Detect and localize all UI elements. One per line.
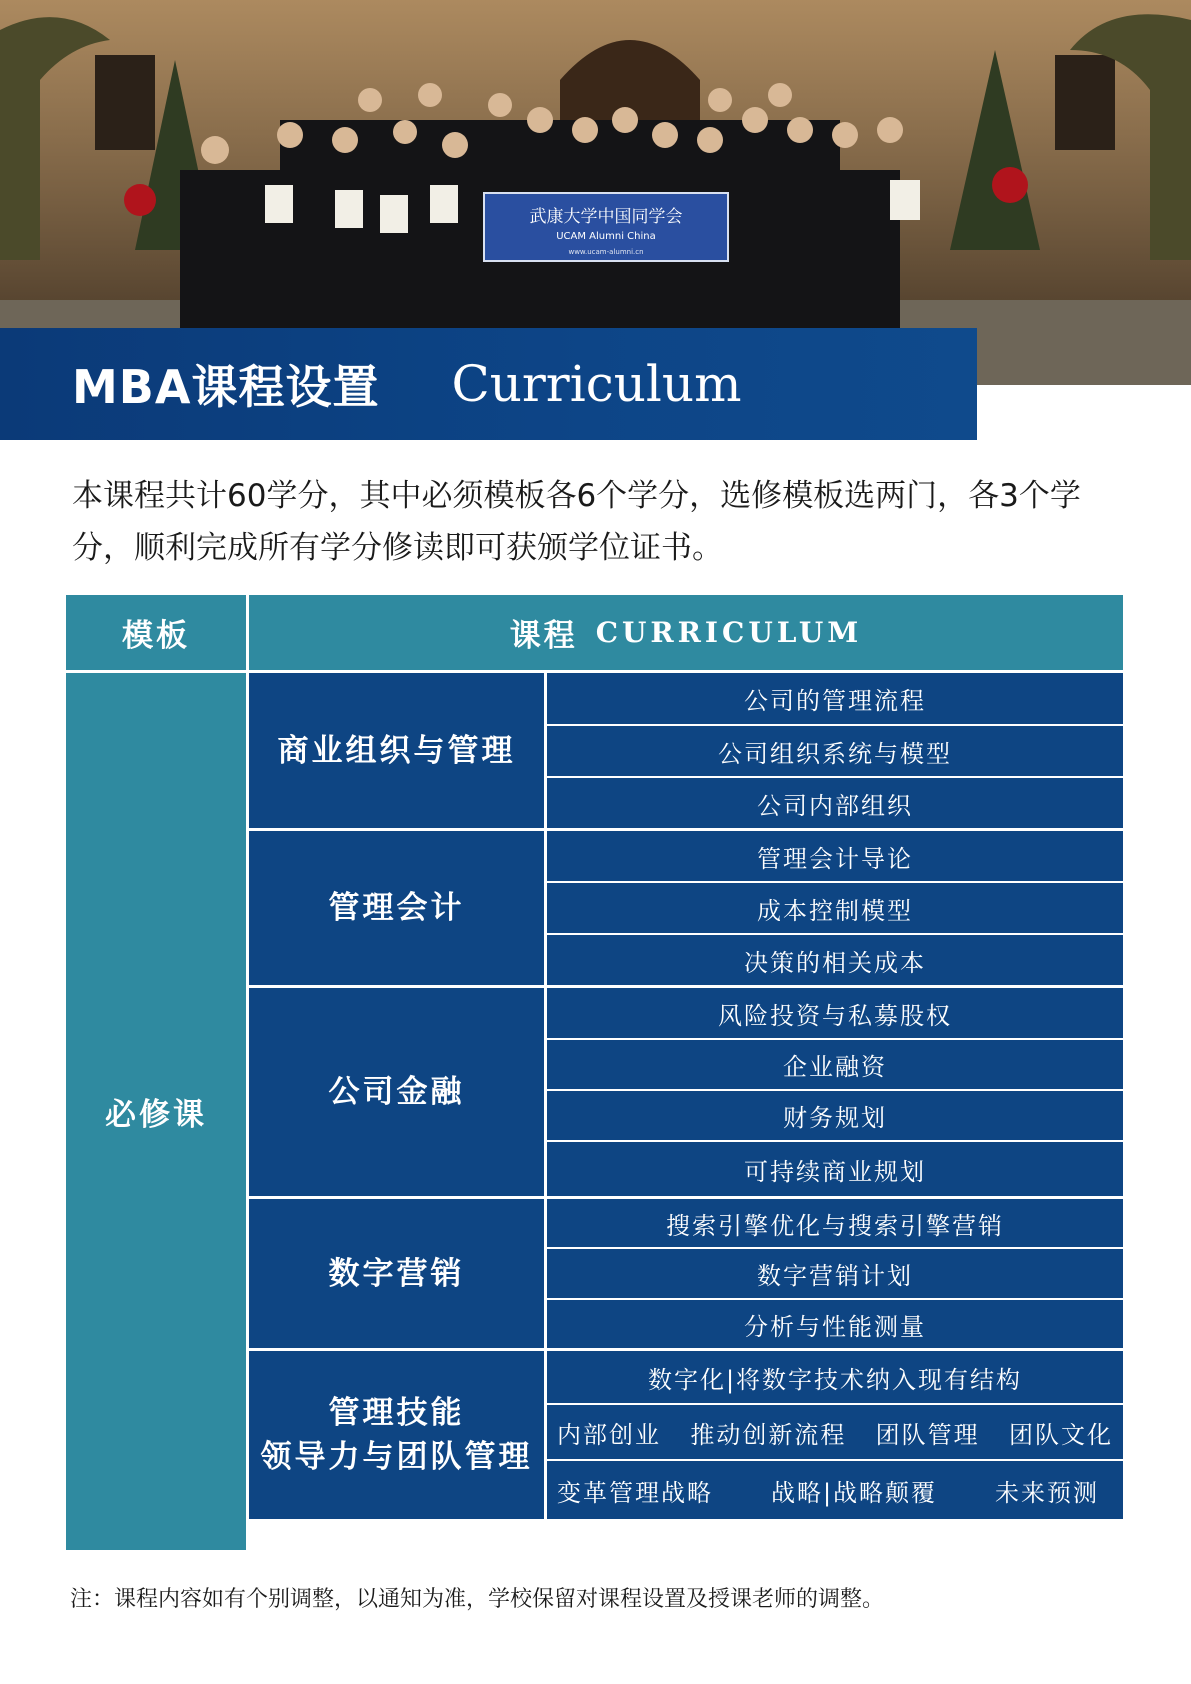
header-course-cn: 课程 (509, 618, 578, 654)
course-item: 团队文化 (1008, 1420, 1113, 1449)
course-item: 管理会计导论 (547, 831, 1123, 881)
page-title: MBA课程设置 (72, 360, 380, 414)
course-item: 风险投资与私募股权 (547, 988, 1123, 1038)
course-item: 推动创新流程 (690, 1420, 847, 1449)
course-item: 企业融资 (547, 1040, 1123, 1089)
header-course (249, 595, 1123, 670)
module-name-line: 领导力与团队管理 (260, 1439, 533, 1475)
header-course-en: CURRICULUM (595, 616, 863, 649)
course-item: 可持续商业规划 (547, 1142, 1123, 1196)
course-item: 战略|战略颠覆 (770, 1478, 938, 1507)
course-item: 数字化|将数字技术纳入现有结构 (547, 1351, 1123, 1403)
title-bar (0, 328, 977, 440)
course-item: 搜索引擎优化与搜索引擎营销 (547, 1199, 1123, 1247)
category-required: 必修课 (66, 673, 246, 1550)
module-name-line: 管理会计 (328, 890, 465, 926)
module-name (249, 988, 544, 1196)
alumni-banner (483, 192, 729, 262)
footnote: 注：课程内容如有个别调整，以通知为准，学校保留对课程设置及授课老师的调整。 (70, 1587, 885, 1612)
module-name-line: 商业组织与管理 (277, 732, 516, 769)
module-name (249, 673, 544, 828)
module-name (249, 831, 544, 985)
course-item: 内部创业 (557, 1420, 661, 1449)
page-title-english: Curriculum (451, 355, 742, 413)
course-item: 财务规划 (547, 1091, 1123, 1140)
module-name (249, 1351, 544, 1519)
course-item: 成本控制模型 (547, 883, 1123, 933)
course-row (547, 1405, 1123, 1459)
course-item: 公司的管理流程 (547, 673, 1123, 724)
banner-subtitle: UCAM Alumni China (556, 231, 656, 242)
banner-title: 武康大学中国同学会 (529, 207, 683, 227)
course-item: 数字营销计划 (547, 1249, 1123, 1298)
course-item: 公司组织系统与模型 (547, 726, 1123, 776)
header-module: 模板 (66, 595, 246, 670)
module-name-line: 数字营销 (328, 1255, 465, 1292)
intro-paragraph: 本课程共计60学分，其中必须模板各6个学分，选修模板选两门，各3个学分，顺利完成所有学分修读即可获颁学位证书。 (72, 478, 1081, 566)
module-name-line: 管理技能 (328, 1395, 465, 1431)
module-name (249, 1199, 544, 1348)
course-item: 公司内部组织 (547, 778, 1123, 828)
course-item: 变革管理战略 (557, 1478, 713, 1507)
course-item: 未来预测 (995, 1478, 1099, 1507)
course-item: 团队管理 (875, 1420, 980, 1449)
course-item: 决策的相关成本 (547, 935, 1123, 985)
module-name-line: 公司金融 (328, 1074, 465, 1110)
course-item: 分析与性能测量 (547, 1300, 1123, 1348)
banner-url: www.ucam-alumni.cn (568, 248, 644, 256)
course-row (547, 1461, 1123, 1519)
curriculum-table (66, 595, 1123, 1550)
